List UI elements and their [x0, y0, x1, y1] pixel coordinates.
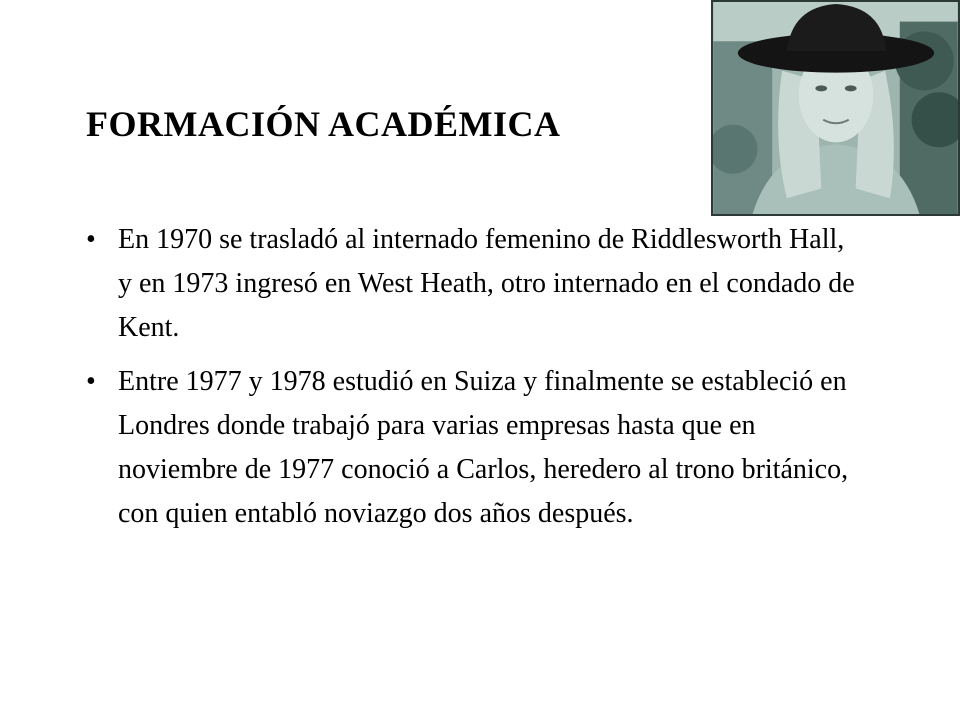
portrait-photo [711, 0, 960, 216]
bullet-text: Entre 1977 y 1978 estudió en Suiza y finalmente se estableció en Londres donde trabajó para varias empresas hasta que en noviembre de 1977 conoció a Carlos, heredero al trono británico, con quien entabló noviazgo dos años después. [118, 366, 849, 529]
bullet-marker: • [86, 224, 96, 255]
bullet-list [86, 218, 856, 546]
list-item [86, 360, 856, 536]
slide-title: FORMACIÓN ACADÉMICA [86, 104, 561, 144]
bullet-text: En 1970 se trasladó al internado femenino de Riddlesworth Hall, y en 1973 ingresó en West Heath, otro internado en el condado de Kent. [118, 224, 855, 343]
portrait-photo-icon [713, 2, 958, 214]
list-item [86, 218, 856, 350]
bullet-marker: • [86, 366, 96, 397]
